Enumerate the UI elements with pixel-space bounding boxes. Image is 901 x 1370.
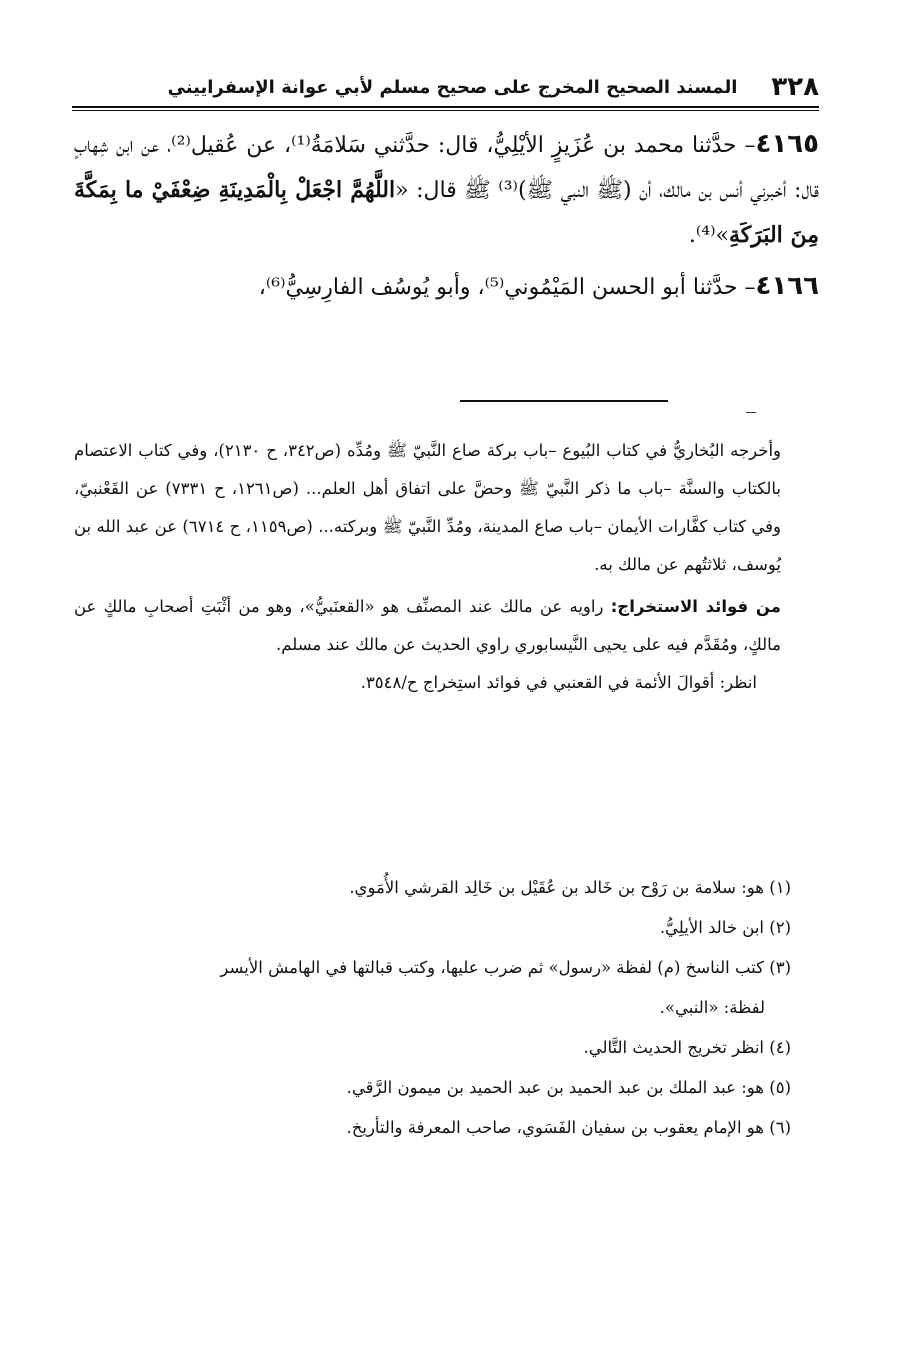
benefits-paragraph <box>74 588 781 664</box>
hadith-4166 <box>74 264 819 310</box>
header-rule <box>72 106 819 111</box>
hadith-number: ٤١٦٥ <box>755 129 819 159</box>
see-also: انظر: أقوالَ الأئمة في القعنبي في فوائد استِخراج ح/٣٥٤٨. <box>360 673 757 692</box>
main-text <box>74 122 819 316</box>
hadith-text: – حدَّثنا أبو الحسن المَيْمُوني⁽⁵⁾، وأبو يُوسُف الفارِسِيُّ⁽⁶⁾، <box>258 275 756 300</box>
hadith-text-end: »⁽⁴⁾. <box>688 223 729 248</box>
footnote-2: (٢) ابن خالد الأيلِيُّ. <box>659 918 791 937</box>
footnote-3: (٣) كتب الناسخ (م) لفظة «رسول» ثم ضرب عليها، وكتب قبالتها في الهامش الأيسر <box>220 958 791 977</box>
hadith-prayer: اللَّهُمَّ اجْعَلْ بِالْمَدِينَةِ ضِعْفَيْ ما بِمَكَّةَ مِنَ البَرَكَةِ <box>74 177 819 248</box>
footnote-4: (٤) انظر تخريج الحديث التَّالي. <box>583 1038 791 1057</box>
benefits-label: من فوائد الاستخراج: <box>610 597 781 616</box>
footnote-1: (١) هو: سلامة بن رَوْح بن خَالد بن عُقَيْل بن خَالِد القرشي الأُمَوي. <box>349 878 791 897</box>
hadith-text: – حدَّثنا محمد بن عُزَيزٍ الأيْلِيُّ، قال: حدَّثني سَلامَةُ⁽¹⁾، عن عُقيل⁽²⁾، عن ابن شِهابٍ قال: أخبرني أنس بن مالك، أن (ﷺ النبي ﷺ)⁽³⁾ ﷺ قال: « <box>74 133 819 203</box>
footnote-commentary <box>74 432 781 702</box>
running-title: المسند الصحيح المخرج على صحيح مسلم لأبي عوانة الإسفراييني <box>167 76 738 98</box>
page-header <box>72 70 819 104</box>
benefits-text: راويه عن مالك عند المصنِّف هو «القعنَبيُّ»، وهو من أثْبَتِ أصحابِ مالكٍ عن مالكٍ، ومُقَدَّم فيه على يحيى النَّيسابوري راوي الحديث عن مالك عند مسلم. <box>74 597 781 654</box>
takhrij-paragraph: وأخرجه البُخاريُّ في كتاب البُيوع –باب بركة صاع النَّبيّ ﷺ ومُدِّه (ص٣٤٢، ح ٢١٣٠)، وفي كتاب الاعتصام بالكتاب والسنَّة –باب ما ذكر النَّبيّ ﷺ وحضَّ على اتفاق أهل العلم... (ص١٢٦١، ح ٧٣٣١) عن القَعْنبيّ، وفي كتاب كفَّارات الأيمان –باب صاع المدينة، ومُدِّ النَّبيّ ﷺ وبركته... (ص١١٥٩، ح ٦٧١٤) عن عبد الله بن يُوسف، ثلاثتُهم عن مالك به. <box>74 441 782 574</box>
footnote-3-continued: لفظة: «النبي». <box>659 998 765 1017</box>
footnote-5: (٥) هو: عبد الملك بن عبد الحميد بن عبد الحميد بن ميمون الرَّقي. <box>346 1078 791 1097</box>
hadith-number: ٤١٦٦ <box>755 271 819 301</box>
footnote-6: (٦) هو الإمام يعقوب بن سفيان الفَسَوي، صاحب المعرفة والتأريخ. <box>346 1118 791 1137</box>
margin-dash <box>746 412 756 413</box>
numbered-footnotes <box>74 868 791 1148</box>
hadith-4165 <box>74 122 819 258</box>
page-number: ٣٢٨ <box>771 72 819 102</box>
footnote-separator <box>460 400 668 402</box>
